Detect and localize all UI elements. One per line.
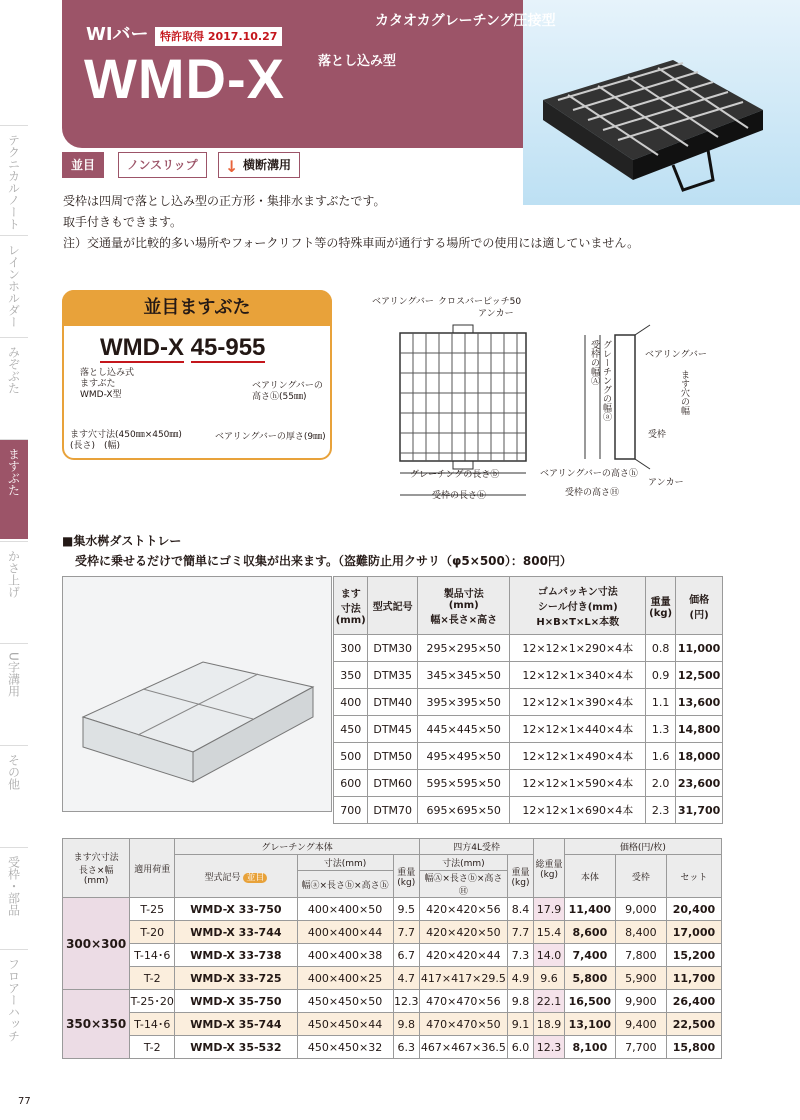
- tray-cell: 695×695×50: [417, 797, 510, 824]
- cell: 450×450×44: [297, 1013, 393, 1036]
- tray-h-price: 価格 (円): [676, 577, 723, 635]
- model-box-title: 並目ますぶた: [62, 290, 332, 326]
- tray-cell: 395×395×50: [417, 689, 510, 716]
- model-code-number: 45-955: [190, 334, 266, 361]
- type-line-2: 落とし込み型: [318, 54, 397, 69]
- cell: 14.0: [534, 944, 565, 967]
- tray-cell: 0.8: [646, 635, 676, 662]
- tray-header-row: [334, 577, 723, 635]
- cell: T-25: [130, 898, 175, 921]
- tray-h-model: 型式記号: [368, 577, 418, 635]
- tray-cell: 14,800: [676, 716, 723, 743]
- mh-body: 本体: [564, 855, 615, 898]
- table-row: [334, 635, 723, 662]
- cell: 400×400×38: [297, 944, 393, 967]
- tray-cell: 600: [334, 770, 368, 797]
- tray-cell: 1.3: [646, 716, 676, 743]
- table-row: [334, 716, 723, 743]
- badge-crossing: [218, 152, 300, 178]
- cell: T-2: [130, 967, 175, 990]
- tray-cell: 2.3: [646, 797, 676, 824]
- tray-cell: 300: [334, 635, 368, 662]
- cell: 7.7: [507, 921, 534, 944]
- sidebar-item-floor-hatch[interactable]: フロアーハッチ: [0, 949, 28, 1059]
- cell: 9.8: [507, 990, 534, 1013]
- cell: 16,500: [564, 990, 615, 1013]
- cell: 9.8: [393, 1013, 420, 1036]
- mh-set: セット: [666, 855, 721, 898]
- tray-cell: 595×595×50: [417, 770, 510, 797]
- cell: 12.3: [393, 990, 420, 1013]
- drawing-bar-height: ベアリングバーの高さⓗ: [540, 469, 638, 479]
- mh-fdim: 寸法(mm): [420, 855, 508, 871]
- cell: 467×467×36.5: [420, 1036, 508, 1059]
- size-group: 350×350: [63, 990, 130, 1059]
- drawing-crossbar-pitch: クロスバーピッチ50: [438, 297, 522, 307]
- product-photo: [523, 0, 800, 205]
- tray-cell: 23,600: [676, 770, 723, 797]
- drawing-frame-height: 受枠の高さⒽ: [565, 488, 620, 498]
- cell: T-20: [130, 921, 175, 944]
- tray-cell: DTM50: [368, 743, 418, 770]
- tray-cell: DTM30: [368, 635, 418, 662]
- tray-cell: DTM70: [368, 797, 418, 824]
- cell: 8,400: [615, 921, 666, 944]
- tray-cell: 295×295×50: [417, 635, 510, 662]
- tray-cell: 1.6: [646, 743, 676, 770]
- cell: 420×420×50: [420, 921, 508, 944]
- tray-cell: 495×495×50: [417, 743, 510, 770]
- cell: 5,800: [564, 967, 615, 990]
- mh-model-label: 型式記号: [204, 872, 241, 883]
- cell: 9.6: [534, 967, 565, 990]
- mh-wt: 重量 (kg): [393, 855, 420, 898]
- cell: WMD-X 35-750: [175, 990, 297, 1013]
- drawing-frame-length: 受枠の長さⓑ: [432, 491, 487, 501]
- cell: 7.7: [393, 921, 420, 944]
- label-bar-height: ベアリングバーの 高さⓗ(55㎜): [252, 381, 323, 402]
- sidebar-item-technical[interactable]: テクニカルノート: [0, 125, 28, 233]
- table-row: [334, 770, 723, 797]
- cell: 13,100: [564, 1013, 615, 1036]
- tray-cell: 12×12×1×490×4本: [510, 743, 646, 770]
- tray-cell: DTM40: [368, 689, 418, 716]
- tray-cell: 12×12×1×590×4本: [510, 770, 646, 797]
- tray-cell: 400: [334, 689, 368, 716]
- cell: 6.7: [393, 944, 420, 967]
- tray-cell: 1.1: [646, 689, 676, 716]
- cell: 400×400×25: [297, 967, 393, 990]
- cell: 9,000: [615, 898, 666, 921]
- cell: 11,400: [564, 898, 615, 921]
- mh-fwt: 重量 (kg): [507, 855, 534, 898]
- tray-cell: 350: [334, 662, 368, 689]
- table-row: [63, 921, 722, 944]
- cell: 420×420×56: [420, 898, 508, 921]
- drawing-grating-width: グレーチングの幅ⓐ: [601, 340, 611, 421]
- tray-cell: 13,600: [676, 689, 723, 716]
- type-line-1: カタオカグレーチング圧接型: [375, 13, 556, 29]
- tray-cell: DTM60: [368, 770, 418, 797]
- cell: 400×400×50: [297, 898, 393, 921]
- cell: T-14･6: [130, 1013, 175, 1036]
- tray-cell: 12×12×1×290×4本: [510, 635, 646, 662]
- series-name: WIバー: [86, 24, 149, 45]
- tray-subtitle: 受枠に乗せるだけで簡単にゴミ収集が出来ます。（盗難防止用クサリ（φ5×500）：800円）: [75, 554, 572, 568]
- mh-model: [175, 855, 297, 898]
- cell: WMD-X 33-750: [175, 898, 297, 921]
- drawing-anchor-2: アンカー: [648, 478, 684, 488]
- tray-cell: 445×445×50: [417, 716, 510, 743]
- tray-cell: 450: [334, 716, 368, 743]
- cell: 6.3: [393, 1036, 420, 1059]
- sidebar-item-u-channel[interactable]: U字溝用: [0, 643, 28, 743]
- table-row: [334, 662, 723, 689]
- table-row: [63, 944, 722, 967]
- main-spec-table: [62, 838, 722, 1059]
- mh-total: 総重量 (kg): [534, 839, 565, 898]
- sidebar-item-mizobuta[interactable]: みぞぶた: [0, 337, 28, 437]
- tray-cell: DTM35: [368, 662, 418, 689]
- mh-model-badge: 並目: [243, 873, 267, 883]
- mh-grating: グレーチング本体: [175, 839, 420, 855]
- cell: T-14･6: [130, 944, 175, 967]
- cell: 417×417×29.5: [420, 967, 508, 990]
- drawing-anchor: アンカー: [478, 309, 514, 319]
- cell: 9,400: [615, 1013, 666, 1036]
- table-row: [334, 743, 723, 770]
- cell: 7,800: [615, 944, 666, 967]
- model-code: [100, 334, 265, 362]
- sidebar-item-kasaage[interactable]: かさ上げ: [0, 541, 28, 641]
- cell: 8.4: [507, 898, 534, 921]
- cell: WMD-X 35-532: [175, 1036, 297, 1059]
- table-row: [63, 967, 722, 990]
- drawing-hole-width: ます穴の幅: [679, 370, 689, 415]
- cell: 5,900: [615, 967, 666, 990]
- cell: WMD-X 35-744: [175, 1013, 297, 1036]
- tray-h-packing: ゴムパッキン寸法 シール付き(mm) H×B×T×L×本数: [510, 577, 646, 635]
- cell: T-25･20: [130, 990, 175, 1013]
- tray-cell: 500: [334, 743, 368, 770]
- tray-cell: 12×12×1×440×4本: [510, 716, 646, 743]
- tray-heading: ■集水桝ダストトレー: [62, 534, 182, 548]
- cell: 400×400×44: [297, 921, 393, 944]
- cell: 4.7: [393, 967, 420, 990]
- table-row: [334, 689, 723, 716]
- mh-frame: 四方4L受枠: [420, 839, 534, 855]
- tray-cell: 12,500: [676, 662, 723, 689]
- badge-crossing-label: 横断溝用: [243, 158, 292, 172]
- mh-fdim-sub: 幅Ⓐ×長さⓑ×高さⒽ: [420, 871, 508, 898]
- tray-cell: 11,000: [676, 635, 723, 662]
- cell: 15,800: [666, 1036, 721, 1059]
- table-row: [334, 797, 723, 824]
- cell: 17,000: [666, 921, 721, 944]
- cell: 9,900: [615, 990, 666, 1013]
- sidebar-item-other[interactable]: その他: [0, 745, 28, 845]
- down-arrow-icon: ↓: [225, 157, 239, 176]
- size-group: 300×300: [63, 898, 130, 990]
- description-line-3: 注）交通量が比較的多い場所やフォークリフト等の特殊車両が通行する場所での使用には適していません。: [63, 236, 640, 250]
- cell: 9.1: [507, 1013, 534, 1036]
- tray-cell: 0.9: [646, 662, 676, 689]
- mh-price: 価格(円/枚): [564, 839, 721, 855]
- cell: 15,200: [666, 944, 721, 967]
- mh-load: 適用荷重: [130, 839, 175, 898]
- tray-cell: 345×345×50: [417, 662, 510, 689]
- cell: 8,600: [564, 921, 615, 944]
- cell: 11,700: [666, 967, 721, 990]
- table-row: [63, 898, 722, 921]
- cell: 12.3: [534, 1036, 565, 1059]
- mh-dim: 寸法(mm): [297, 855, 393, 871]
- cell: 26,400: [666, 990, 721, 1013]
- cell: WMD-X 33-725: [175, 967, 297, 990]
- cell: 450×450×32: [297, 1036, 393, 1059]
- cell: 15.4: [534, 921, 565, 944]
- patent-badge: 特許取得 2017.10.27: [155, 27, 282, 46]
- cell: T-2: [130, 1036, 175, 1059]
- cell: 9.5: [393, 898, 420, 921]
- cell: 18.9: [534, 1013, 565, 1036]
- main-header-row-1: [63, 839, 722, 855]
- tray-cell: 31,700: [676, 797, 723, 824]
- sidebar-item-frame-parts[interactable]: 受枠・部品: [0, 847, 28, 947]
- model-code-series: WMD-X: [100, 334, 184, 361]
- tray-cell: 700: [334, 797, 368, 824]
- cell: 17.9: [534, 898, 565, 921]
- cell: 470×470×56: [420, 990, 508, 1013]
- label-hole-size: ます穴寸法(450㎜×450㎜) (長さ) (幅): [70, 430, 182, 451]
- cell: 7.3: [507, 944, 534, 967]
- cell: 8,100: [564, 1036, 615, 1059]
- table-row: [63, 1013, 722, 1036]
- tray-cell: 12×12×1×390×4本: [510, 689, 646, 716]
- tray-cell: 12×12×1×690×4本: [510, 797, 646, 824]
- grating-photo-icon: [523, 0, 800, 205]
- cell: 20,400: [666, 898, 721, 921]
- tray-cell: 12×12×1×340×4本: [510, 662, 646, 689]
- table-row: [63, 1036, 722, 1059]
- drawing-grating-length: グレーチングの長さⓑ: [410, 470, 500, 480]
- label-model: 落とし込み式 ますぶた WMD-X型: [80, 368, 135, 400]
- cell: 6.0: [507, 1036, 534, 1059]
- drawing-frame-width: 受枠の幅Ⓐ: [589, 340, 599, 385]
- cell: 7,400: [564, 944, 615, 967]
- mh-frame-price: 受枠: [615, 855, 666, 898]
- page-number: 77: [18, 1096, 31, 1107]
- mh-size: ます穴寸法 長さ×幅 (mm): [63, 839, 130, 898]
- tray-cell: 2.0: [646, 770, 676, 797]
- cell: 22.1: [534, 990, 565, 1013]
- drawing-frame: 受枠: [648, 430, 667, 440]
- cell: WMD-X 33-738: [175, 944, 297, 967]
- dust-tray-icon: [63, 577, 331, 811]
- cell: 22,500: [666, 1013, 721, 1036]
- tray-table: [333, 576, 723, 824]
- sidebar-item-masubuta[interactable]: ますぶた: [0, 439, 28, 539]
- table-row: [63, 990, 722, 1013]
- cell: 7,700: [615, 1036, 666, 1059]
- tray-photo: [62, 576, 332, 812]
- cell: 450×450×50: [297, 990, 393, 1013]
- description-line-1: 受枠は四周で落とし込み型の正方形・集排水ますぶたです。: [63, 194, 386, 208]
- label-bar-thickness: ベアリングバーの厚さ(9㎜): [215, 432, 326, 442]
- drawing-bearing-bar: ベアリングバー: [372, 297, 434, 307]
- tray-cell: 18,000: [676, 743, 723, 770]
- tray-h-size: ます 寸法 (mm): [334, 577, 368, 635]
- badge-namime: 並目: [62, 152, 104, 178]
- cell: WMD-X 33-744: [175, 921, 297, 944]
- description-line-2: 取手付きもできます。: [63, 215, 183, 229]
- cell: 470×470×50: [420, 1013, 508, 1036]
- badge-nonslip: ノンスリップ: [118, 152, 207, 178]
- cell: 4.9: [507, 967, 534, 990]
- tray-h-dim: 製品寸法 (mm) 幅×長さ×高さ: [417, 577, 510, 635]
- tray-cell: DTM45: [368, 716, 418, 743]
- drawing-bearing-bar-2: ベアリングバー: [645, 350, 707, 360]
- cell: 420×420×44: [420, 944, 508, 967]
- model-title: WMD-X: [84, 47, 285, 110]
- sidebar-item-rainholder[interactable]: レインホルダー: [0, 235, 28, 335]
- tray-h-weight: 重量 (kg): [646, 577, 676, 635]
- mh-dim-sub: 幅ⓐ×長さⓑ×高さⓗ: [297, 871, 393, 898]
